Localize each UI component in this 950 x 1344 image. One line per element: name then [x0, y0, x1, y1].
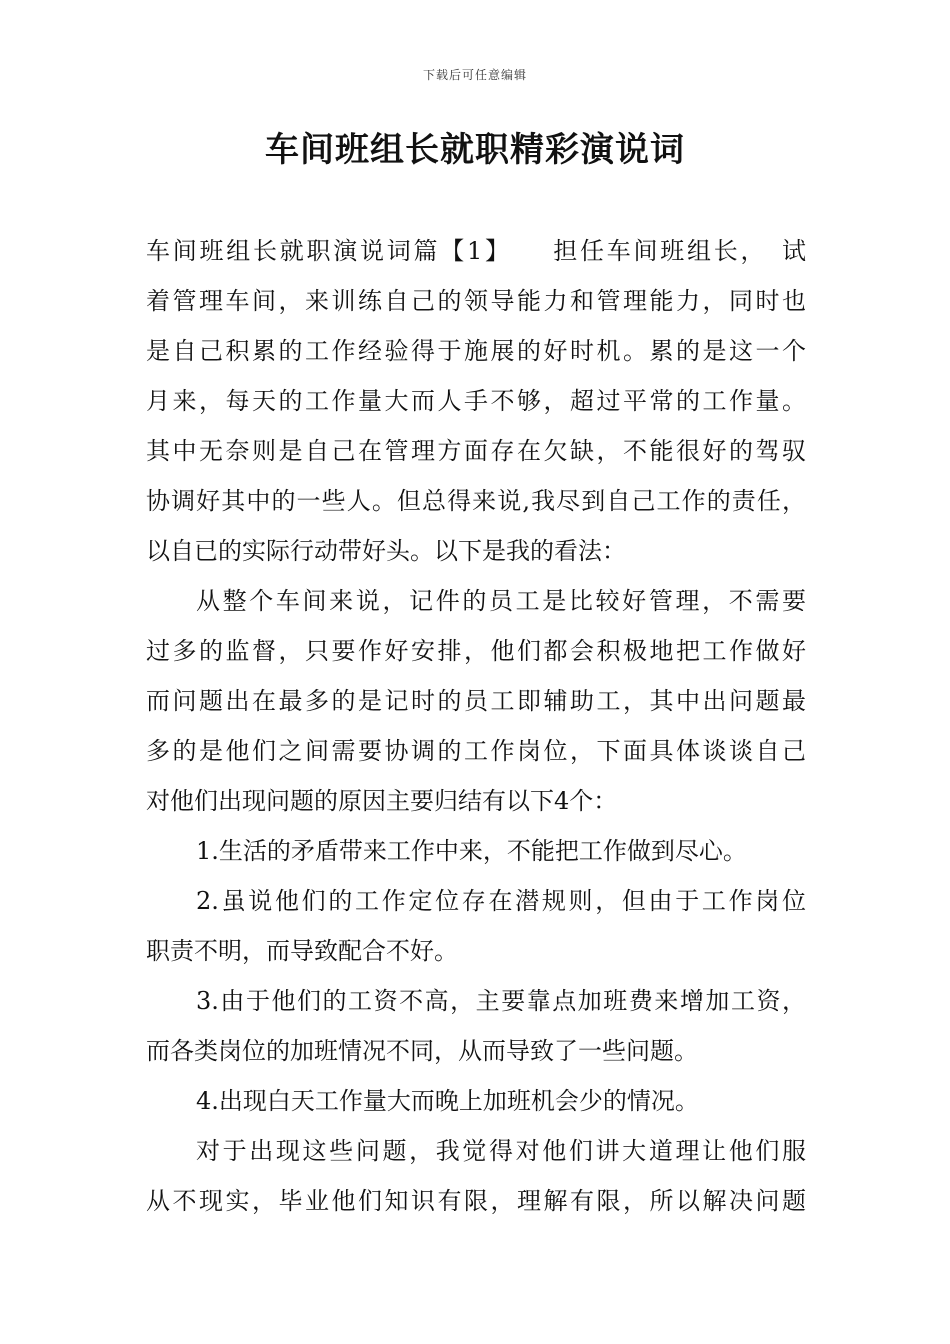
body-line: 从不现实，毕业他们知识有限，理解有限，所以解决问题	[146, 1187, 806, 1215]
body-line: 多的是他们之间需要协调的工作岗位，下面具体谈谈自己	[146, 737, 806, 765]
body-line: 车间班组长就职演说词篇【1】 担任车间班组长， 试	[146, 237, 806, 265]
document-title: 车间班组长就职精彩演说词	[265, 130, 685, 170]
body-line: 从整个车间来说，记件的员工是比较好管理，不需要	[196, 587, 806, 615]
body-line: 着管理车间，来训练自己的领导能力和管理能力，同时也	[146, 287, 806, 315]
header-note: 下载后可任意编辑	[422, 68, 527, 82]
body-line: 对于出现这些问题，我觉得对他们讲大道理让他们服	[196, 1137, 806, 1165]
body-line: 对他们出现问题的原因主要归结有以下4个：	[146, 787, 618, 815]
body-line: 月来，每天的工作量大而人手不够，超过平常的工作量。	[146, 387, 806, 415]
body-line: 而各类岗位的加班情况不同，从而导致了一些问题。	[146, 1037, 698, 1065]
body-line: 是自己积累的工作经验得于施展的好时机。累的是这一个	[146, 337, 806, 365]
body-line: 协调好其中的一些人。但总得来说,我尽到自己工作的责任，	[146, 487, 806, 515]
body-line: 而问题出在最多的是记时的员工即辅助工，其中出问题最	[146, 687, 806, 715]
body-line: 职责不明，而导致配合不好。	[146, 937, 458, 965]
body-line: 以自已的实际行动带好头。以下是我的看法：	[146, 537, 626, 565]
list-item: 1.生活的矛盾带来工作中来，不能把工作做到尽心。	[196, 837, 747, 865]
body-line: 过多的监督，只要作好安排，他们都会积极地把工作做好	[146, 637, 806, 665]
body-line: 其中无奈则是自己在管理方面存在欠缺，不能很好的驾驭	[146, 437, 806, 465]
list-item: 3.由于他们的工资不高，主要靠点加班费来增加工资，	[196, 987, 806, 1015]
list-item: 4.出现白天工作量大而晚上加班机会少的情况。	[196, 1087, 699, 1115]
list-item: 2.虽说他们的工作定位存在潜规则，但由于工作岗位	[196, 887, 806, 915]
